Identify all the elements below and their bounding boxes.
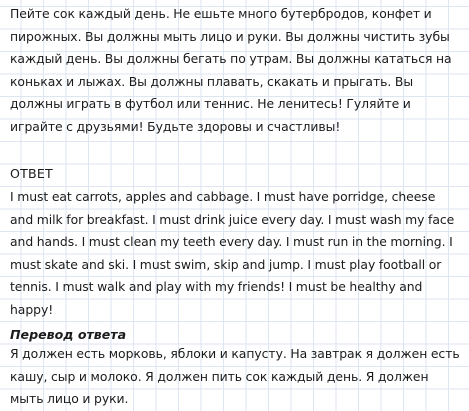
answer-paragraph: I must eat carrots, apples and cabbage. I must have porridge, cheese and milk for breakfast. I must drink juice every day. I must wash my face and hands. I must clean my teeth every day. I must run in the morning. I must skate and ski. I must swim, skip and jump. I must play football or tennis. I must walk and play with my friends! I must be healthy and happy! [10, 189, 455, 317]
translation-paragraph: Я должен есть морковь, яблоки и капусту. На завтрак я должен есть кашу, сыр и молоко. Я должен пить сок каждый день. Я должен мыть лицо и руки. [10, 346, 460, 406]
translation-heading: Перевод ответа [10, 327, 127, 342]
answer-heading: ОТВЕТ [10, 166, 53, 181]
task-paragraph: Пейте сок каждый день. Не ешьте много бутербродов, конфет и пирожных. Вы должны мыть лицо и руки. Вы должны чистить зубы каждый день. Вы должны бегать по утрам. Вы должны кататься на коньках и лыжах. Вы должны плавать, скакать и прыгать. Вы должны играть в футбол или теннис. Не ленитесь! Гуляйте и играйте с друзьями! Будьте здоровы и счастливы! [10, 6, 452, 134]
